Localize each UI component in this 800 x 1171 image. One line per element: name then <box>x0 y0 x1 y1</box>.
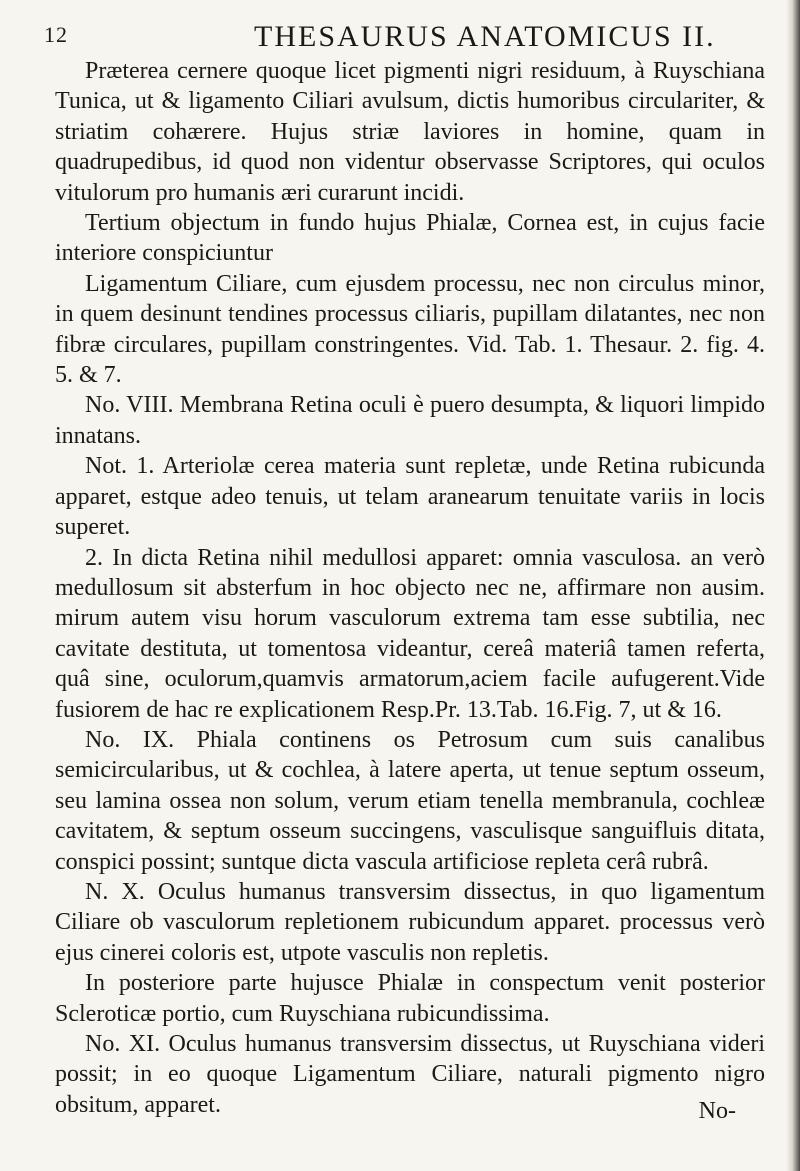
page-edge-shadow <box>786 0 800 1171</box>
paragraph: No. VIII. Membrana Retina oculi è puero desumpta, & liquori limpido innatans. <box>55 392 765 449</box>
paragraph: 2. In dicta Retina nihil medullosi apparet: omnia vasculosa. an verò medullosum sit absterfum in hoc objecto nec ne, affirmare non ausim. mirum autem visu horum vasculorum extrema tam esse subtilia, nec cavitate destituta, ut tomentosa videantur, cereâ materiâ tamen referta, quâ sine, oculorum,quamvis armatorum,aciem facile aufugerent.Vide fusiorem de hac re explicationem Resp.Pr. 13.Tab. 16.Fig. 7, ut & 16. <box>55 544 765 723</box>
paragraph: Præterea cernere quoque licet pigmenti nigri residuum, à Ruyschiana Tunica, ut & ligamento Ciliari avulsum, dictis humoribus circulariter, & striatim cohærere. Hujus striæ laviores in homine, quam in quadrupedibus, id quod non videntur observasse Scriptores, qui oculos vitulorum pro humanis æri curarunt incidi. <box>55 58 765 206</box>
paragraph: Not. 1. Arteriolæ cerea materia sunt repletæ, unde Retina rubicunda apparet, estque adeo tenuis, ut telam aranearum tenuitate variis in locis superet. <box>55 453 765 541</box>
running-title: THESAURUS ANATOMICUS II. <box>254 20 716 53</box>
paragraph: In posteriore parte hujusce Phialæ in conspectum venit posterior Scleroticæ portio, cum Ruyschiana rubicundissima. <box>55 970 765 1027</box>
paragraph: Ligamentum Ciliare, cum ejusdem processu, nec non circulus minor, in quem desinunt tendines processus ciliaris, pupillam dilatantes, nec non fibræ circulares, pupillam constringentes. Vid. Tab. 1. Thesaur. 2. fig. 4. 5. & 7. <box>55 270 765 389</box>
page-number: 12 <box>44 22 68 47</box>
paragraph: N. X. Oculus humanus transversim dissectus, in quo ligamentum Ciliare ob vasculorum repletionem rubicundum apparet. processus verò ejus cinerei coloris est, utpote vasculis non repletis. <box>55 878 765 966</box>
paragraph: No. IX. Phiala continens os Petrosum cum suis canalibus semicircularibus, ut & cochlea, à latere aperta, ut tenue septum osseum, seu lamina ossea non solum, verum etiam tenella membranula, cochleæ cavitatem, & septum osseum succingens, vasculisque sanguifluis ditata, conspici possint; suntque dicta vascula artificiose repleta cerâ rubrâ. <box>55 726 765 875</box>
page-header <box>44 20 764 60</box>
paragraph: No. XI. Oculus humanus transversim dissectus, ut Ruyschiana videri possit; in eo quoque Ligamentum Ciliare, naturali pigmento nigro obsitum, apparet. <box>55 1031 765 1118</box>
paragraph: Tertium objectum in fundo hujus Phialæ, Cornea est, in cujus facie interiore conspiciuntur <box>55 210 765 267</box>
catchword: No- <box>698 1098 736 1124</box>
body-text <box>55 56 765 1120</box>
